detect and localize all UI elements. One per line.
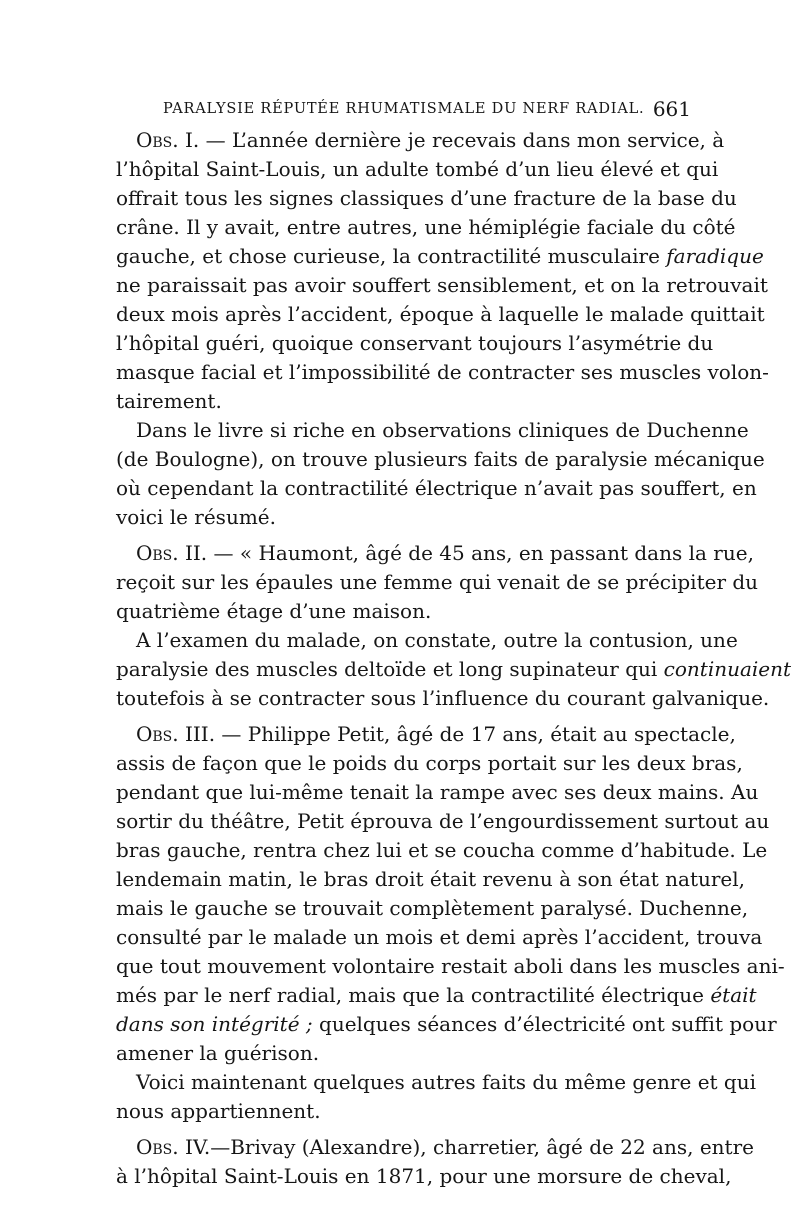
text-line: assis de façon que le poids du corps portait sur les deux bras, xyxy=(116,751,743,775)
text-line: masque facial et l’impossibilité de contracter ses muscles volon- xyxy=(116,360,769,384)
text-line: quatrième étage d’une maison. xyxy=(116,599,432,623)
text-line: toutefois à se contracter sous l’influence du courant galvanique. xyxy=(116,686,770,710)
text-line: sortir du théâtre, Petit éprouva de l’engourdissement surtout au xyxy=(116,809,770,833)
line-text: — « Haumont, âgé de 45 ans, en passant dans la rue, xyxy=(207,541,754,565)
text-line: ne paraissait pas avoir souffert sensiblement, et on la retrouvait xyxy=(116,273,768,297)
line-text: — L’année dernière je recevais dans mon service, à xyxy=(199,128,725,152)
text-line: bras gauche, rentra chez lui et se coucha comme d’habitude. Le xyxy=(116,838,768,862)
text-line xyxy=(136,539,754,568)
text-line: tairement. xyxy=(116,389,222,413)
line-text: quelques séances d’électricité ont suffit pour xyxy=(312,1012,777,1036)
text-line xyxy=(116,981,757,1010)
text-line: Dans le livre si riche en observations cliniques de Duchenne xyxy=(136,418,749,442)
observation-label: Obs. III. xyxy=(136,722,216,746)
text-line xyxy=(116,655,792,684)
observation-label: Obs. IV. xyxy=(136,1135,211,1159)
text-line: lendemain matin, le bras droit était revenu à son état naturel, xyxy=(116,867,746,891)
text-line: que tout mouvement volontaire restait aboli dans les muscles ani- xyxy=(116,954,785,978)
text-line xyxy=(136,720,736,749)
text-line: l’hôpital Saint-Louis, un adulte tombé d’un lieu élevé et qui xyxy=(116,157,719,181)
page-number: 661 xyxy=(652,97,691,121)
text-line: l’hôpital guéri, quoique conservant toujours l’asymétrie du xyxy=(116,331,714,355)
text-line: crâne. Il y avait, entre autres, une hémiplégie faciale du côté xyxy=(116,215,736,239)
line-text: — Philippe Petit, âgé de 17 ans, était au spectacle, xyxy=(215,722,736,746)
text-line: consulté par le malade un mois et demi après l’accident, trouva xyxy=(116,925,763,949)
line-text: —Brivay (Alexandre), charretier, âgé de 22 ans, entre xyxy=(210,1135,754,1159)
text-line xyxy=(116,242,764,271)
line-text: paralysie des muscles deltoïde et long supinateur qui xyxy=(116,657,664,681)
text-line xyxy=(116,1010,777,1039)
text-line: nous appartiennent. xyxy=(116,1099,321,1123)
italic-term: continuaient xyxy=(663,657,792,681)
text-line: pendant que lui-même tenait la rampe avec ses deux mains. Au xyxy=(116,780,759,804)
text-line: A l’examen du malade, on constate, outre la contusion, une xyxy=(136,628,738,652)
running-header xyxy=(163,97,691,121)
line-text: més par le nerf radial, mais que la contractilité électrique xyxy=(116,983,711,1007)
text-line: où cependant la contractilité électrique n’avait pas souffert, en xyxy=(116,476,757,500)
italic-term: dans son intégrité ; xyxy=(116,1012,313,1036)
observation-label: Obs. I. xyxy=(136,128,200,152)
text-line: offrait tous les signes classiques d’une fracture de la base du xyxy=(116,186,737,210)
running-title: PARALYSIE RÉPUTÉE RHUMATISMALE DU NERF RADIAL. xyxy=(163,101,645,117)
observation-label: Obs. II. xyxy=(136,541,208,565)
text-line: amener la guérison. xyxy=(116,1041,320,1065)
text-line xyxy=(136,1133,754,1162)
italic-term: était xyxy=(710,983,757,1007)
text-line: Voici maintenant quelques autres faits du même genre et qui xyxy=(136,1070,756,1094)
text-line: deux mois après l’accident, époque à laquelle le malade quittait xyxy=(116,302,765,326)
text-line: reçoit sur les épaules une femme qui venait de se précipiter du xyxy=(116,570,759,594)
text-line: (de Boulogne), on trouve plusieurs faits de paralysie mécanique xyxy=(116,447,765,471)
text-line xyxy=(136,126,725,155)
line-text: gauche, et chose curieuse, la contractilité musculaire xyxy=(116,244,667,268)
text-line: mais le gauche se trouvait complètement paralysé. Duchenne, xyxy=(116,896,749,920)
italic-term: faradique xyxy=(666,244,764,268)
text-line: à l’hôpital Saint-Louis en 1871, pour une morsure de cheval, xyxy=(116,1164,732,1188)
text-line: voici le résumé. xyxy=(116,505,276,529)
